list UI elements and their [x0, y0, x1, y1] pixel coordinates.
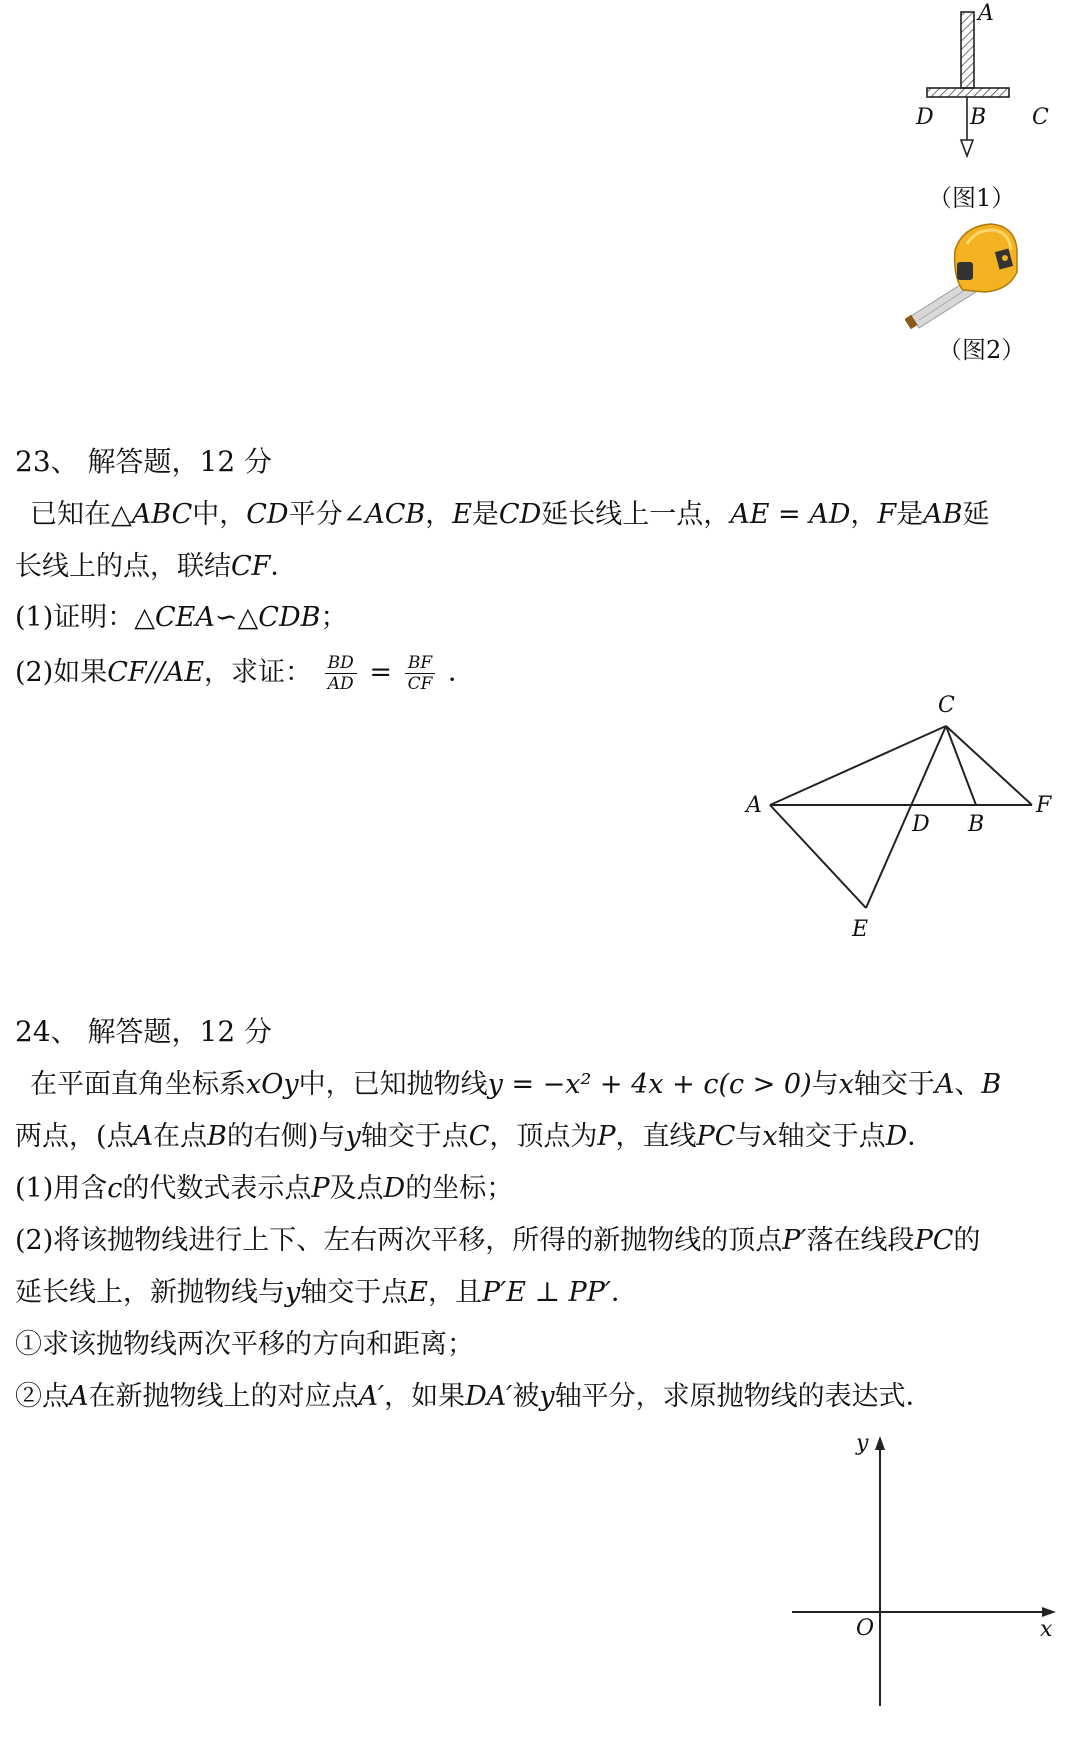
- figure-1-diagram: [900, 0, 1050, 180]
- q24-sub1: ①求该抛物线两次平移的方向和距离；: [15, 1329, 474, 1360]
- point-label-D: D: [912, 812, 930, 837]
- segment-AE: [770, 805, 866, 908]
- x-axis-arrow: [1042, 1607, 1056, 1617]
- fraction-bd-ad: $\frac{BD}{AD}$: [325, 653, 357, 694]
- q23-statement-line2: 长线上的点，联结CF．: [15, 551, 298, 582]
- fraction-bf-cf: $\frac{BF}{CF}$: [405, 653, 436, 694]
- q24-part2-line2: 延长线上，新抛物线与y轴交于点E，且P′E ⊥ PP′．: [15, 1277, 639, 1308]
- segment-CB: [946, 726, 976, 805]
- point-label-A: A: [746, 793, 762, 818]
- origin-label: O: [856, 1616, 875, 1641]
- fig1-label-B: B: [970, 105, 987, 130]
- fig1-pointer-arrow: [961, 140, 973, 156]
- q24-sub2: ②点A在新抛物线上的对应点A′，如果DA′被y轴平分，求原抛物线的表达式．: [15, 1381, 933, 1412]
- q23-statement-line1: 已知在△ABC中，CD平分∠ACB，E是CD延长线上一点，AE = AD，F是AB延: [30, 499, 990, 530]
- point-label-E: E: [852, 917, 869, 942]
- tape-lock: [957, 262, 973, 280]
- figure-2-caption: （图2）: [938, 336, 1026, 364]
- q23-part2: (2)如果CF//AE，求证： $\frac{BD}{AD}$ = $\frac{BF}{CF}$ ．: [15, 653, 475, 694]
- figure-1-caption: （图1）: [928, 184, 1016, 212]
- point-label-B: B: [968, 812, 985, 837]
- x-axis-label: x: [1040, 1617, 1053, 1642]
- q23-triangle-figure: [740, 690, 1070, 950]
- q24-part1: (1)用含c的代数式表示点P及点D的坐标；: [15, 1173, 514, 1204]
- fig1-label-C: C: [1032, 105, 1049, 130]
- fig1-label-A: A: [978, 1, 994, 26]
- q23-header: 23、 解答题，12 分: [15, 445, 273, 478]
- q24-statement-line1: 在平面直角坐标系xOy中，已知抛物线y = −x² + 4x + c(c > 0)与x轴交于A、B: [30, 1069, 1002, 1100]
- q23-part1: (1)证明：△CEA∽△CDB；: [15, 602, 348, 633]
- segment-CF: [946, 726, 1032, 805]
- q24-header: 24、 解答题，12 分: [15, 1015, 273, 1048]
- coordinate-axes: [780, 1430, 1060, 1720]
- y-axis-label: y: [856, 1431, 869, 1456]
- y-axis-arrow: [875, 1436, 885, 1450]
- point-label-C: C: [938, 693, 955, 718]
- segment-AC: [770, 726, 946, 805]
- point-label-F: F: [1036, 793, 1052, 818]
- fig1-vertical-bar: [961, 12, 974, 88]
- tape-measure-image: [905, 220, 1025, 335]
- q24-part2-line1: (2)将该抛物线进行上下、左右两次平移，所得的新抛物线的顶点P′落在线段PC的: [15, 1225, 981, 1256]
- segment-CE: [866, 726, 946, 908]
- fig1-horizontal-bar: [927, 88, 1009, 97]
- q24-statement-line2: 两点，(点A在点B的右侧)与y轴交于点C，顶点为P，直线PC与x轴交于点D．: [15, 1121, 935, 1152]
- fig1-label-D: D: [916, 105, 934, 130]
